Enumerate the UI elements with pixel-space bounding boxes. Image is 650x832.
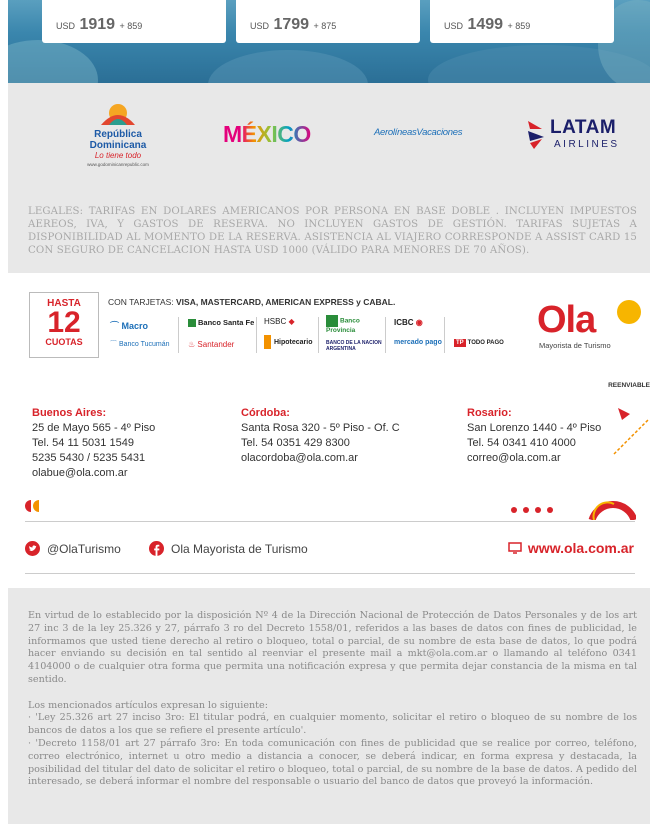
decor-dots-icon bbox=[510, 506, 558, 514]
latam-wordmark: LATAM bbox=[550, 117, 617, 138]
price-tax: + 859 bbox=[507, 21, 531, 31]
cuotas-number: 12 bbox=[47, 306, 81, 339]
privacy-paragraph: En virtud de lo establecido por la disposición Nº 4 de la Dirección Nacional de Protección de Datos Personales y de los art 27 inc 3 de la ley 25.326 y 27, párrafo 3 ro del Decreto 1558/01, referidos a las bases de datos con fines de publicidad, le informamos que usted tiene derecho al retiro o bloqueo, total o parcial, de su nombre de esta base de datos, lo que podrá hacer enviando su decisión en tal sentido al reenviar el presente mail a mkt@ola.com.ar o llamando al teléfono 0341 4104000 o de cualquier otra forma que permita una notificación expresa y que permita dejar constancia de la misma en tal sentido. bbox=[28, 610, 637, 685]
price-amount: 1499 bbox=[467, 16, 504, 33]
facebook-icon bbox=[149, 541, 164, 556]
office-city: Córdoba: bbox=[241, 407, 290, 419]
office-phone: Tel. 54 11 5031 1549 bbox=[32, 437, 134, 449]
decor-halfcircles-icon bbox=[24, 499, 46, 513]
bank-santafe-logo: Banco Santa Fe bbox=[188, 318, 254, 327]
rd-name: República Dominicana bbox=[89, 129, 147, 151]
aerolineas-wordmark: AerolíneasVacaciones bbox=[374, 127, 463, 138]
price-card[interactable] bbox=[236, 0, 420, 43]
rd-sun-icon bbox=[93, 99, 143, 129]
price-currency: USD bbox=[250, 21, 270, 31]
fare-legal-text: LEGALES: TARIFAS EN DOLARES AMERICANOS POR PERSONA EN BASE DOBLE . INCLUYEN IMPUESTOS AEREOS, IVA, Y GASTOS DE RESERVA. NO INCLUYEN GASTOS DE GESTIÓN. TARIFAS SUJETAS A DISPONIBILIDAD AL MOMENTO DE LA RESERVA. ASISTENCIA AL VIAJERO CORRESPONDE A ASSIST CARD 15 CON SEGURO DE CANCELACION HASTA USD 1000 (VÁLIDO PARA MENORES DE 70 AÑOS). bbox=[28, 206, 637, 256]
privacy-paragraph: · 'Ley 25.326 art 27 inciso 3ro: El titular podrá, en cualquier momento, solicitar el retiro o bloqueo de su nombre de los bancos de datos a los que se refiere el presente artículo'. bbox=[28, 712, 637, 737]
twitter-handle: @OlaTurismo bbox=[47, 541, 121, 556]
price-amount: 1919 bbox=[79, 16, 116, 33]
ola-wordmark: Ola bbox=[537, 299, 596, 341]
bank-macro-logo: ⌒ Macro bbox=[110, 321, 149, 331]
price-strip bbox=[8, 0, 650, 83]
bank-hipotecario-logo: Hipotecario bbox=[264, 335, 313, 349]
office-city: Buenos Aires: bbox=[32, 407, 107, 419]
ola-footer bbox=[8, 273, 650, 588]
mercadopago-logo: mercado pago bbox=[394, 339, 442, 346]
ola-logo[interactable] bbox=[537, 297, 641, 353]
office-city: Rosario: bbox=[467, 407, 512, 419]
rd-tagline: Lo tiene todo bbox=[94, 151, 142, 160]
divider bbox=[25, 573, 635, 574]
office-phone: Tel. 54 0351 429 8300 bbox=[241, 437, 350, 449]
privacy-legal-section bbox=[8, 588, 650, 824]
price-tax: + 875 bbox=[313, 21, 337, 31]
privacy-paragraph: Los mencionados artículos expresan lo siguiente: bbox=[28, 699, 268, 711]
monitor-icon bbox=[508, 542, 522, 554]
latam-logo[interactable] bbox=[526, 117, 626, 151]
office-address: 25 de Mayo 565 - 4º Piso bbox=[32, 422, 156, 434]
facebook-name: Ola Mayorista de Turismo bbox=[171, 541, 308, 556]
price-currency: USD bbox=[444, 21, 464, 31]
office-email[interactable]: correo@ola.com.ar bbox=[467, 452, 561, 464]
website-link[interactable] bbox=[508, 540, 634, 556]
decor-arc-icon bbox=[588, 490, 636, 520]
cuotas-bottom: CUOTAS bbox=[45, 337, 83, 347]
plane-trail-icon bbox=[608, 406, 650, 456]
office-address: Santa Rosa 320 - 5º Piso - Of. C bbox=[241, 422, 400, 434]
privacy-paragraph: · 'Decreto 1158/01 art 27 párrafo 3ro: En toda comunicación con fines de publicidad que se realice por correo, teléfono, correo electrónico, internet u otro medio a distancia a conocer, se deberá indicar, en forma expresa y destacada, la posibilidad del titular del dato de solicitar el retiro o bloqueo, total o parcial, de su nombre de la base de datos. A pedido del interesado, se deberá informar el nombre del responsable o usuario del banco de datos que proveyó la información. bbox=[28, 737, 637, 788]
website-url: www.ola.com.ar bbox=[527, 540, 634, 556]
cards-title-list: VISA, MASTERCARD, AMERICAN EXPRESS y CABAL. bbox=[176, 297, 396, 307]
office-email[interactable]: olacordoba@ola.com.ar bbox=[241, 452, 358, 464]
facebook-link[interactable] bbox=[149, 541, 308, 556]
cards-title bbox=[108, 297, 395, 307]
ola-subtitle: Mayorista de Turismo bbox=[539, 341, 611, 350]
price-tax: + 859 bbox=[119, 21, 143, 31]
mexico-wordmark: MÉXICO bbox=[223, 121, 311, 147]
latam-icon bbox=[526, 119, 546, 149]
office-phone: Tel. 54 0341 410 4000 bbox=[467, 437, 576, 449]
price-amount: 1799 bbox=[273, 16, 310, 33]
bank-provincia-logo: Banco Provincia bbox=[326, 315, 376, 334]
bank-hsbc-logo: HSBC ◆ bbox=[264, 317, 295, 326]
reenviable-label: REENVIABLE bbox=[608, 382, 650, 389]
cuotas-top: HASTA bbox=[47, 298, 81, 309]
republica-dominicana-logo[interactable] bbox=[66, 99, 170, 167]
cards-title-prefix: CON TARJETAS: bbox=[108, 297, 177, 307]
aerolineas-vacaciones-logo[interactable] bbox=[374, 127, 462, 138]
cuotas-badge bbox=[29, 292, 99, 358]
partners-band bbox=[8, 83, 650, 273]
price-card[interactable] bbox=[430, 0, 614, 43]
price-card[interactable] bbox=[42, 0, 226, 43]
rd-url: www.godominicanrepublic.com bbox=[87, 162, 149, 167]
office-address: San Lorenzo 1440 - 4º Piso bbox=[467, 422, 602, 434]
bank-icbc-logo: ICBC ◉ bbox=[394, 318, 423, 327]
office-email[interactable]: olabue@ola.com.ar bbox=[32, 467, 128, 479]
divider bbox=[25, 521, 635, 522]
price-currency: USD bbox=[56, 21, 76, 31]
ola-sun-icon bbox=[617, 300, 641, 324]
bank-santander-logo: ♨ Santander bbox=[188, 340, 235, 349]
twitter-link[interactable] bbox=[25, 541, 121, 556]
bank-nacion-logo: BANCO DE LA NACION ARGENTINA bbox=[326, 340, 382, 352]
twitter-icon bbox=[25, 541, 40, 556]
mexico-logo[interactable] bbox=[223, 121, 311, 148]
office-phone-alt: 5235 5430 / 5235 5431 bbox=[32, 452, 146, 464]
latam-airlines-text: AIRLINES bbox=[554, 139, 620, 150]
todopago-logo: TP TODO PAGO bbox=[456, 340, 504, 346]
bank-tucuman-logo: ⌒ Banco Tucumán bbox=[110, 341, 170, 348]
